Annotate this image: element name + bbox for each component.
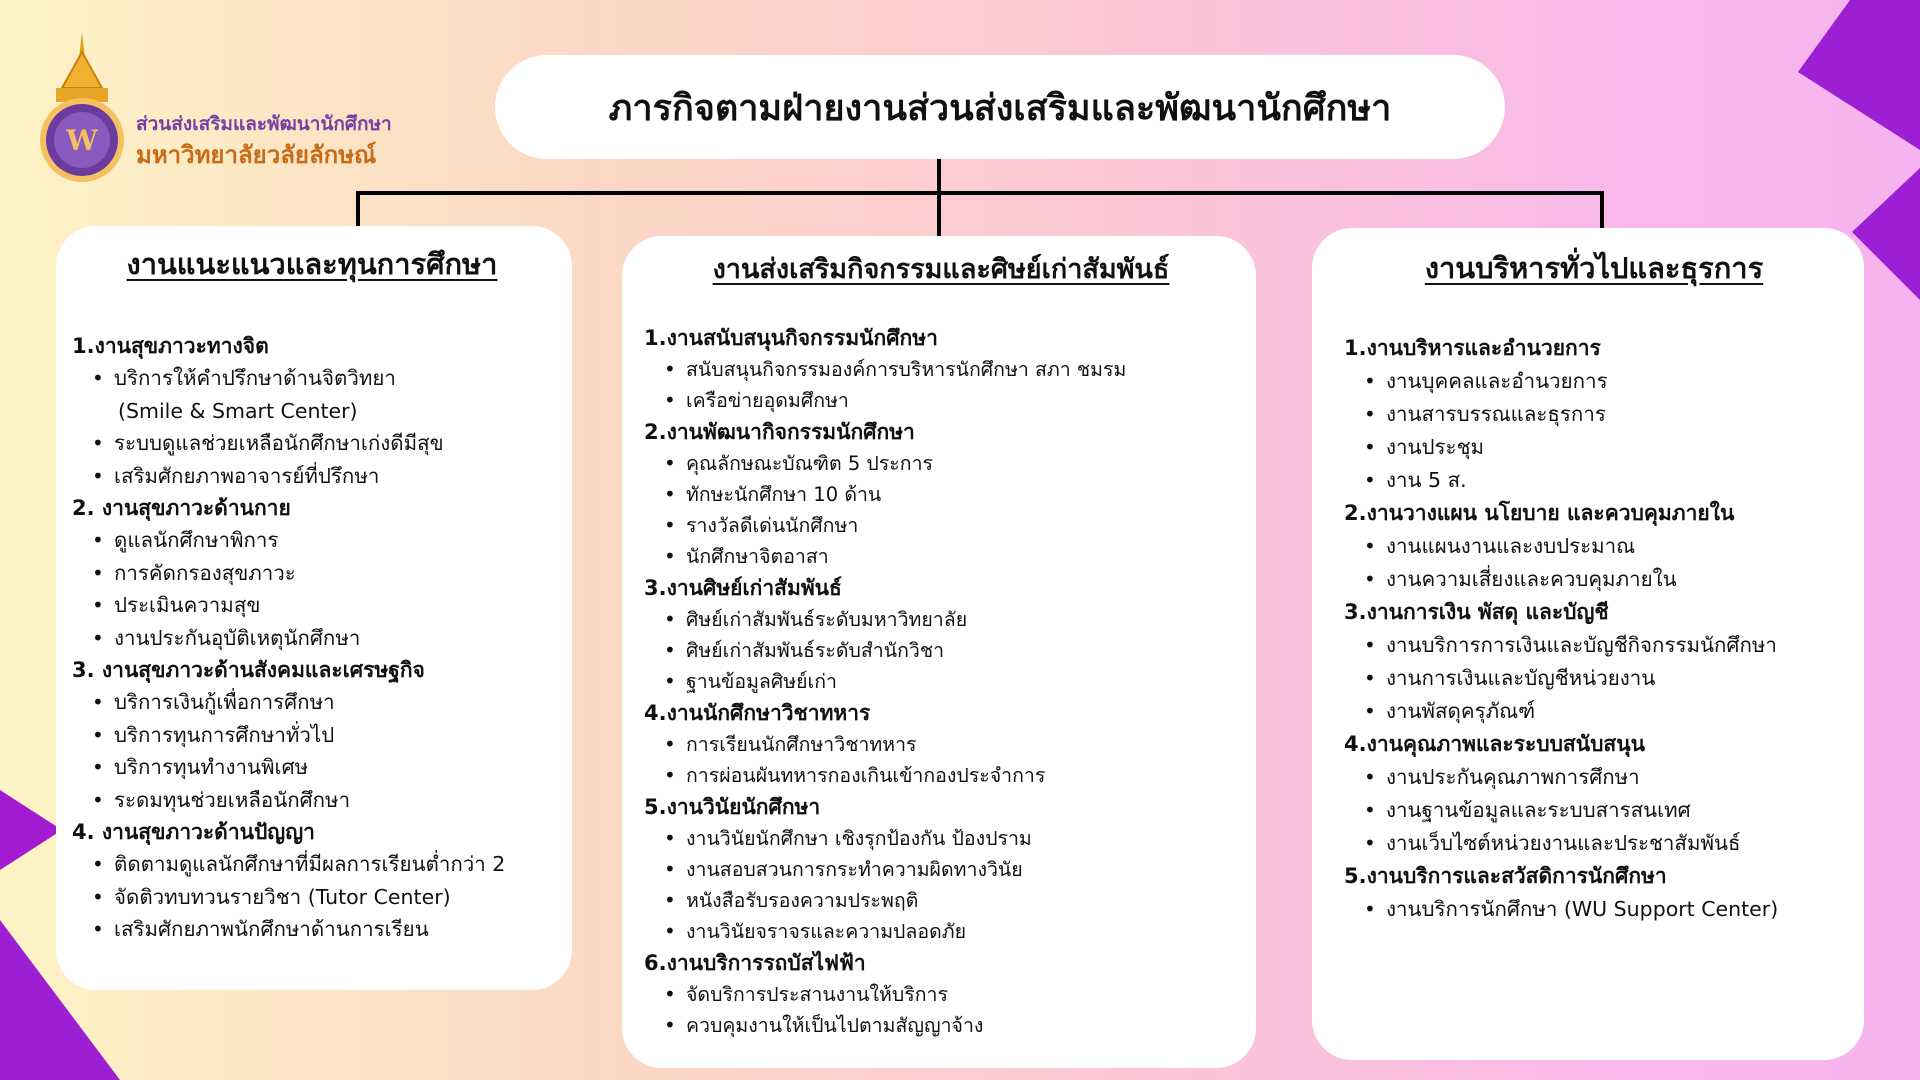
list-item: • ระบบดูแลช่วยเหลือนักศึกษาเก่งดีมีสุข bbox=[72, 427, 552, 460]
section-list bbox=[1344, 761, 1844, 860]
list-item: • เสริมศักยภาพนักศึกษาด้านการเรียน bbox=[72, 913, 552, 946]
list-item: • หนังสือรับรองความประพฤติ bbox=[644, 885, 1238, 916]
org-subtitle: ส่วนส่งเสริมและพัฒนานักศึกษา bbox=[136, 113, 392, 135]
list-item: • นักศึกษาจิตอาสา bbox=[644, 541, 1238, 572]
section-list bbox=[1344, 530, 1844, 596]
org-name: มหาวิทยาลัยวลัยลักษณ์ bbox=[136, 141, 377, 169]
card-title: งานแนะแนวและทุนการศึกษา bbox=[126, 247, 498, 281]
list-item: • รางวัลดีเด่นนักศึกษา bbox=[644, 510, 1238, 541]
card-guidance-scholarship bbox=[56, 226, 572, 990]
list-item: • จัดบริการประสานงานให้บริการ bbox=[644, 979, 1238, 1010]
list-item: • บริการเงินกู้เพื่อการศึกษา bbox=[72, 686, 552, 719]
card-title: งานส่งเสริมกิจกรรมและศิษย์เก่าสัมพันธ์ bbox=[712, 254, 1170, 285]
list-item: • คุณลักษณะบัณฑิต 5 ประการ bbox=[644, 448, 1238, 479]
list-item: • สนับสนุนกิจกรรมองค์การบริหารนักศึกษา สภา ชมรม bbox=[644, 354, 1238, 385]
list-item: • งานสอบสวนการกระทำความผิดทางวินัย bbox=[644, 854, 1238, 885]
list-item: • งานวินัยนักศึกษา เชิงรุกป้องกัน ป้องปราม bbox=[644, 823, 1238, 854]
section-heading: 3.งานศิษย์เก่าสัมพันธ์ bbox=[644, 576, 842, 600]
list-item: • ติดตามดูแลนักศึกษาที่มีผลการเรียนต่ำกว่า 2 bbox=[72, 848, 552, 881]
list-item: • งานบริการการเงินและบัญชีกิจกรรมนักศึกษา bbox=[1344, 629, 1844, 662]
section-heading: 2. งานสุขภาวะด้านกาย bbox=[72, 496, 291, 520]
page-title: ภารกิจตามฝ่ายงานส่วนส่งเสริมและพัฒนานักศึกษา bbox=[608, 87, 1392, 129]
list-item: • เครือข่ายอุดมศึกษา bbox=[644, 385, 1238, 416]
list-item: • งานพัสดุครุภัณฑ์ bbox=[1344, 695, 1844, 728]
section-list bbox=[644, 823, 1238, 947]
card-general-admin bbox=[1312, 228, 1864, 1060]
list-item: • ระดมทุนช่วยเหลือนักศึกษา bbox=[72, 784, 552, 817]
section-list bbox=[644, 979, 1238, 1041]
svg-text:W: W bbox=[66, 124, 98, 157]
list-item: • ทักษะนักศึกษา 10 ด้าน bbox=[644, 479, 1238, 510]
section-list bbox=[644, 354, 1238, 416]
section-list bbox=[1344, 629, 1844, 728]
section-list bbox=[72, 686, 552, 816]
list-item: • งานวินัยจราจรและความปลอดภัย bbox=[644, 916, 1238, 947]
list-item: • ศิษย์เก่าสัมพันธ์ระดับมหาวิทยาลัย bbox=[644, 604, 1238, 635]
section-heading: 1.งานสุขภาวะทางจิต bbox=[72, 334, 269, 358]
list-item: • เสริมศักยภาพอาจารย์ที่ปรึกษา bbox=[72, 460, 552, 493]
section-list bbox=[72, 427, 552, 492]
section-heading: 1.งานบริหารและอำนวยการ bbox=[1344, 336, 1601, 360]
section-heading: 3. งานสุขภาวะด้านสังคมและเศรษฐกิจ bbox=[72, 658, 425, 682]
list-item: • ศิษย์เก่าสัมพันธ์ระดับสำนักวิชา bbox=[644, 635, 1238, 666]
list-item: • งานแผนงานและงบประมาณ bbox=[1344, 530, 1844, 563]
list-item-continuation: (Smile & Smart Center) bbox=[118, 398, 358, 423]
section-heading: 1.งานสนับสนุนกิจกรรมนักศึกษา bbox=[644, 326, 938, 350]
section-heading: 3.งานการเงิน พัสดุ และบัญชี bbox=[1344, 600, 1609, 624]
list-item: • ดูแลนักศึกษาพิการ bbox=[72, 524, 552, 557]
section-list bbox=[72, 362, 552, 395]
list-item: • ฐานข้อมูลศิษย์เก่า bbox=[644, 666, 1238, 697]
section-heading: 2.งานพัฒนากิจกรรมนักศึกษา bbox=[644, 420, 915, 444]
list-item: • งานเว็บไซต์หน่วยงานและประชาสัมพันธ์ bbox=[1344, 827, 1844, 860]
list-item: • การเรียนนักศึกษาวิชาทหาร bbox=[644, 729, 1238, 760]
card-title: งานบริหารทั่วไปและธุรการ bbox=[1424, 251, 1764, 285]
section-list bbox=[72, 848, 552, 946]
section-heading: 4.งานคุณภาพและระบบสนับสนุน bbox=[1344, 732, 1645, 756]
list-item: • จัดติวทบทวนรายวิชา (Tutor Center) bbox=[72, 881, 552, 914]
list-item: • งานสารบรรณและธุรการ bbox=[1344, 398, 1844, 431]
list-item: • งานความเสี่ยงและควบคุมภายใน bbox=[1344, 563, 1844, 596]
list-item: • ควบคุมงานให้เป็นไปตามสัญญาจ้าง bbox=[644, 1010, 1238, 1041]
section-heading: 6.งานบริการรถบัสไฟฟ้า bbox=[644, 951, 866, 975]
list-item: • การคัดกรองสุขภาวะ bbox=[72, 557, 552, 590]
list-item: • การผ่อนผันทหารกองเกินเข้ากองประจำการ bbox=[644, 760, 1238, 791]
list-item: • งานประกันคุณภาพการศึกษา bbox=[1344, 761, 1844, 794]
list-item: • ประเมินความสุข bbox=[72, 589, 552, 622]
list-item: • บริการทุนการศึกษาทั่วไป bbox=[72, 719, 552, 752]
list-item: • บริการให้คำปรึกษาด้านจิตวิทยา bbox=[72, 362, 552, 395]
section-list bbox=[1344, 893, 1844, 926]
list-item: • งานการเงินและบัญชีหน่วยงาน bbox=[1344, 662, 1844, 695]
section-heading: 2.งานวางแผน นโยบาย และควบคุมภายใน bbox=[1344, 501, 1735, 525]
section-heading: 4. งานสุขภาวะด้านปัญญา bbox=[72, 820, 315, 844]
list-item: • งานบริการนักศึกษา (WU Support Center) bbox=[1344, 893, 1844, 926]
card-activities-alumni bbox=[622, 236, 1256, 1068]
section-list bbox=[644, 729, 1238, 791]
section-list bbox=[1344, 365, 1844, 497]
section-heading: 5.งานบริการและสวัสดิการนักศึกษา bbox=[1344, 864, 1667, 888]
section-list bbox=[644, 604, 1238, 697]
section-list bbox=[72, 524, 552, 654]
section-heading: 4.งานนักศึกษาวิชาทหาร bbox=[644, 701, 871, 725]
section-heading: 5.งานวินัยนักศึกษา bbox=[644, 795, 821, 819]
section-list bbox=[644, 448, 1238, 572]
list-item: • งานบุคคลและอำนวยการ bbox=[1344, 365, 1844, 398]
list-item: • งาน 5 ส. bbox=[1344, 464, 1844, 497]
list-item: • บริการทุนทำงานพิเศษ bbox=[72, 751, 552, 784]
list-item: • งานประชุม bbox=[1344, 431, 1844, 464]
list-item: • งานฐานข้อมูลและระบบสารสนเทศ bbox=[1344, 794, 1844, 827]
list-item: • งานประกันอุบัติเหตุนักศึกษา bbox=[72, 622, 552, 655]
